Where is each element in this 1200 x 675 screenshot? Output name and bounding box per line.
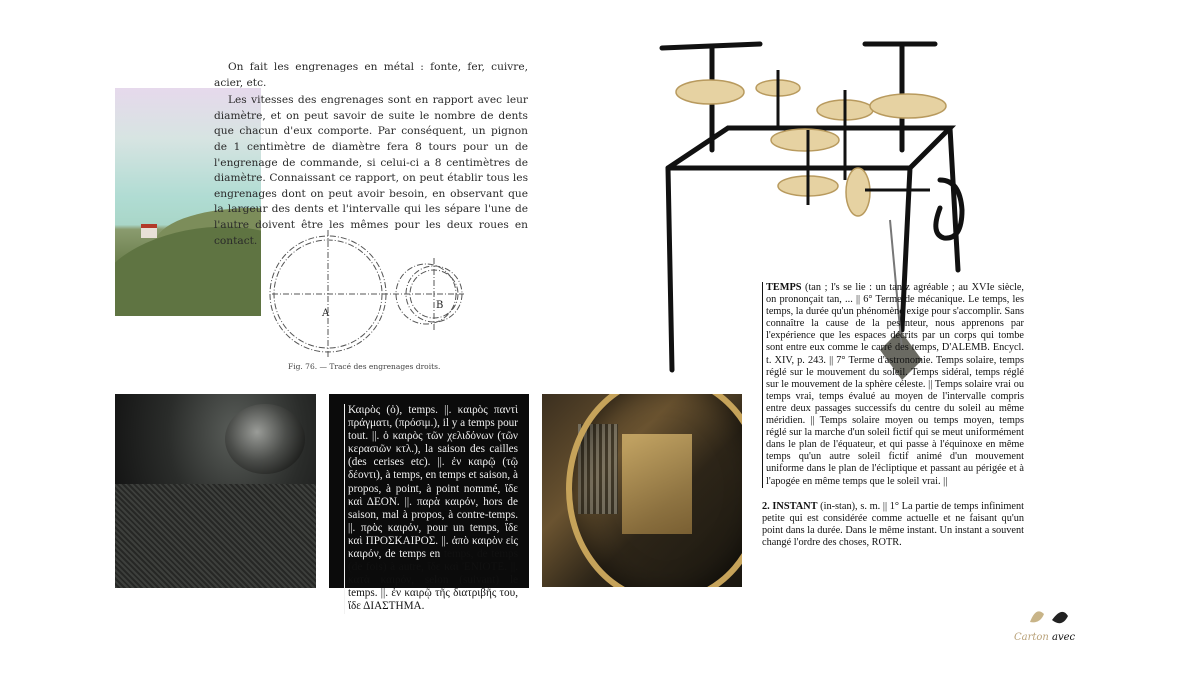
signature-logo	[1012, 600, 1080, 650]
book-page-text	[214, 60, 528, 251]
dictionary-entry-temps	[762, 282, 1024, 488]
greek-dictionary-entry	[344, 404, 518, 614]
book-paragraph: Les vitesses des engrenages sont en rapport avec leur diamètre, et on peut savoir de suite le nombre de dents que chacun d'eux comporte. Par conséquent, un pignon de 1 centimètre de diamètre fera 8 tours pour un de l'engrenage de commande, si celui-ci a 8 centimètres de diamètre. Connaissant ce rapport, on peut établir tous les engrenages dont on peut avoir besoin, en observant que la largeur des dents et l'intervalle qui les sépare l'une de l'autre doivent être les mêmes pour les deux roues en contact.	[214, 94, 528, 247]
entry-headword: TEMPS	[766, 282, 802, 293]
machine-crank	[936, 180, 962, 238]
lathe-photo	[115, 394, 316, 588]
signature-mark	[1030, 611, 1044, 622]
greek-entry-dark: temps, de temps (de fois) à autre, ἴδε καὶ ἘΝΙΟΤΕ. ||. κατὰ καιρόν, selon (suivant) le temps. ||. ἐν καιρῷ τῆς διατριβῆς του, ἴδε ΔΙΑΣΤΗΜΑ.	[348, 548, 518, 613]
lathe-bed	[115, 484, 316, 588]
gear-diagram	[268, 228, 468, 360]
signature-mark	[1052, 612, 1068, 623]
machine-gear	[846, 168, 870, 216]
lathe-chuck	[225, 404, 305, 474]
machine-leg	[950, 128, 958, 270]
greek-entry-light: Καιρὸς (ὁ), temps. ||. καιρὸς παντὶ πράγματι, (πρόσιμ.), il y a temps pour tout. ||. ὁ καιρὸς τῶν χελιδόνων (τῶν κερασιῶν κτλ.), la saison des cailles (des cerises etc). ||. ἐν καιρῷ (τῷ δέοντι), à temps, en temps et saison, à propos, à point, à point nommé, ἴδε καὶ ΔΕΟΝ. ||. παρὰ καιρόν, hors de saison, mal à propos, à contre-temps. ||. πρὸς καιρόν, pour un temps, ἴδε καὶ ΠΡΟΣΚΑΙΡΟΣ. ||. ἀπὸ καιρὸν εἰς καιρόν, de temps en	[348, 404, 518, 561]
figure-caption: Fig. 76. — Tracé des engrenages droits.	[288, 362, 441, 371]
clock-lens	[566, 394, 742, 587]
machine-gear	[676, 80, 744, 104]
machine-leg	[668, 168, 672, 370]
machine-gear	[870, 94, 946, 118]
entry-definition: (in-stan), s. m. || 1° La partie de temps infiniment petite qui est considérée comme actuelle et ne faisant qu'un point dans la durée. Dans le même instant. Un instant a souvent changé l'ordre des choses, ROTR.	[762, 500, 1025, 548]
signature-word: Carton	[1014, 632, 1049, 643]
clock-mechanism-photo	[542, 394, 742, 587]
gear-label-a: A	[322, 308, 330, 319]
entry-definition: (tan ; l's se lie : un tan-z agréable ; au XVIe siècle, on prononçait tan, ... || 6° Terme de mécanique. Le temps, les temps, la durée qu'un phénomène exige pour s'accomplir. Sans connaître la cause de la pesanteur, nous apprenons par l'expérience que les espaces décrits par un corps qui tombe sont entre eux comme le carré des temps, D'ALEMB. Encycl. t. XIV, p. 243. || 7° Terme d'astronomie. Temps solaire, temps réglé sur le mouvement du soleil. Temps sidéral, temps réglé sur le mouvement de la sphère céleste. || Temps solaire vrai ou temps vrai, temps évalué au moyen de l'intervalle compris entre deux passages successifs du centre du soleil au même méridien. || Temps solaire moyen ou temps moyen, temps réglé sur la marche d'un soleil fictif qui se meut uniformément dans le plan de l'équateur, et qui passe à l'équinoxe en même temps qu'un autre soleil fictif animé d'un mouvement uniforme dans le plan de l'écliptique et passant au périgée et à l'apogée en même temps que le soleil vrai. ||	[766, 282, 1024, 487]
machine-gear	[771, 129, 839, 151]
book-paragraph: On fait les engrenages en métal : fonte, fer, cuivre, acier, etc.	[214, 61, 528, 89]
signature-word: avec	[1052, 632, 1076, 643]
dictionary-excerpt	[762, 282, 1024, 549]
dictionary-entry-instant	[762, 501, 1024, 549]
gear-label-b: B	[436, 300, 444, 311]
landscape-house	[141, 224, 157, 238]
entry-headword: 2. INSTANT	[762, 500, 818, 512]
